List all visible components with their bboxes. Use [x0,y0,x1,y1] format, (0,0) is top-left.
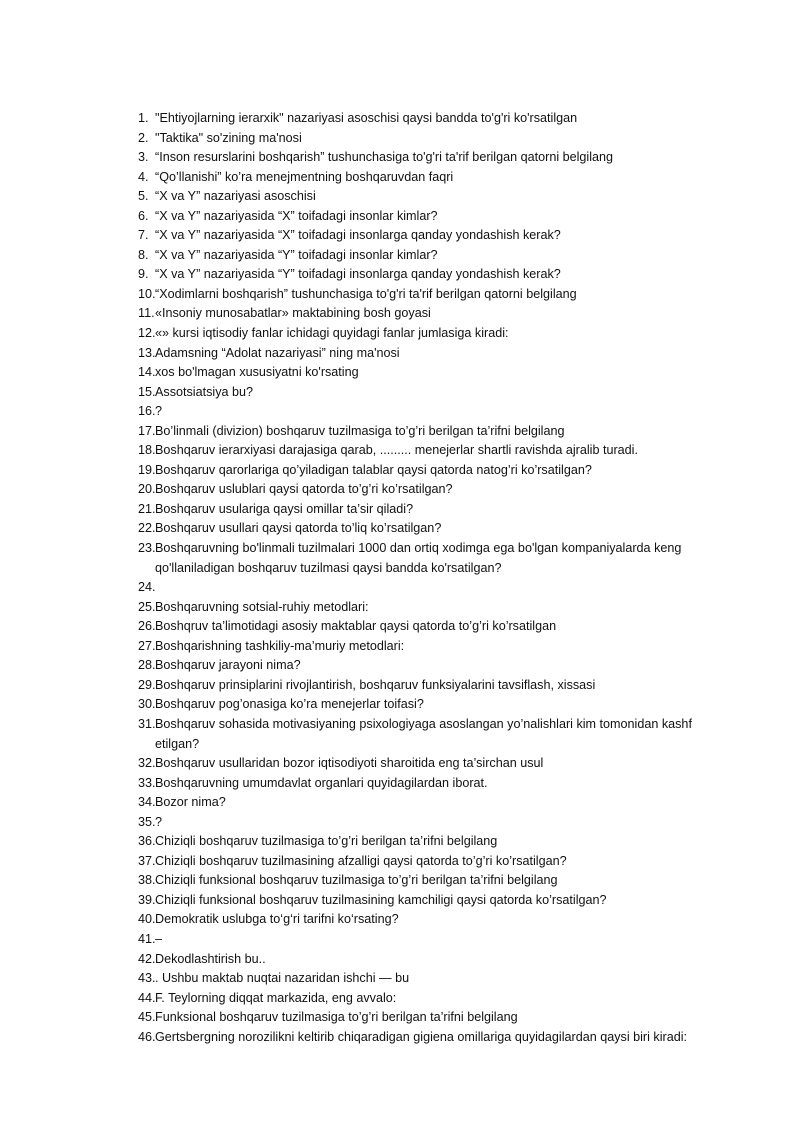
question-item [0,285,800,305]
question-number: 40. [138,912,156,927]
question-text: Boshqaruvning sotsial-ruhiy metodlari: [155,599,369,614]
question-item [0,461,800,481]
question-item [0,422,800,442]
question-number: 27. [138,638,156,653]
question-item [0,109,800,129]
question-text: “Inson resurslarini boshqarish” tushunchasiga to'g'ri ta'rif berilgan qatorni belgilang [155,150,614,165]
question-item [0,500,800,520]
question-text: Boshqaruvning umumdavlat organlari quyidagilardan iborat. [155,775,488,790]
question-text: Gertsbergning norozilikni keltirib chiqaradigan gigiena omillariga quyidagilardan qaysi biri kiradi: [155,1029,688,1044]
question-number: 7. [138,228,149,243]
question-item [0,1028,800,1048]
question-number: 35. [138,814,156,829]
question-item [0,480,800,500]
question-number: 10. [138,286,156,301]
question-number: 31. [138,716,156,731]
question-number: 37. [138,853,156,868]
question-item [0,324,800,344]
question-text: Boshqaruv ierarxiyasi darajasiga qarab, ......... menejerlar shartli ravishda ajralib turadi. [155,443,638,458]
question-number: 34. [138,795,156,810]
question-number: 36. [138,834,156,849]
question-number: 9. [138,267,149,282]
question-number: 8. [138,247,149,262]
question-number: 42. [138,951,156,966]
question-item [0,930,800,950]
question-item [0,637,800,657]
question-number: 18. [138,443,156,458]
question-item [0,226,800,246]
question-item [0,813,800,833]
question-item [0,383,800,403]
question-text: – [155,931,163,946]
question-item [0,695,800,715]
question-text: . Ushbu maktab nuqtai nazaridan ishchi — bu [155,971,410,986]
question-text: “Qo’llanishi” ko’ra menejmentning boshqaruvdan faqri [155,169,454,184]
question-item [0,168,800,188]
question-text: «» kursi iqtisodiy fanlar ichidagi quyidagi fanlar jumlasiga kiradi: [155,326,509,341]
question-number: 3. [138,150,149,165]
question-text: “X va Y” nazariyasida “X” toifadagi insonlarga qanday yondashish kerak? [155,228,561,243]
question-item [0,969,800,989]
question-number: 46. [138,1029,156,1044]
question-number: 6. [138,208,149,223]
question-number: 43. [138,971,156,986]
question-item [0,617,800,637]
question-number: 16. [138,404,156,419]
question-item [0,578,800,598]
question-text: “X va Y” nazariyasida “Y” toifadagi insonlar kimlar? [155,247,438,262]
question-text: Adamsning “Adolat nazariyasi” ning ma'nosi [155,345,400,360]
question-item [0,598,800,618]
question-number: 19. [138,462,156,477]
question-text: Bo’linmali (divizion) boshqaruv tuzilmasiga to’g’ri berilgan ta’rifni belgilang [155,423,565,438]
question-number: 26. [138,619,156,634]
question-number: 22. [138,521,156,536]
question-item [0,989,800,1009]
question-item [0,774,800,794]
question-number: 4. [138,169,149,184]
question-item [0,676,800,696]
question-text: “X va Y” nazariyasi asoschisi [155,189,316,204]
question-number: 14. [138,365,156,380]
question-text: ? [155,814,163,829]
question-text: Chiziqli funksional boshqaruv tuzilmasining kamchiligi qaysi qatorda ko’rsatilgan? [155,892,607,907]
question-item [0,246,800,266]
question-text: F. Teylorning diqqat markazida, eng avvalo: [155,990,397,1005]
question-number: 13. [138,345,156,360]
question-text: "Taktika" so'zining ma'nosi [155,130,302,145]
question-item [0,129,800,149]
question-number: 2. [138,130,149,145]
question-text: Demokratik uslubga to‘g‘ri tarifni ko‘rsating? [155,912,399,927]
question-item [0,148,800,168]
question-text: Boshqarishning tashkiliy-ma’muriy metodlari: [155,638,405,653]
question-list [0,109,800,1047]
question-number: 17. [138,423,156,438]
question-item [0,1008,800,1028]
question-item [0,539,800,578]
question-text: Boshqaruv usulariga qaysi omillar ta’sir qiladi? [155,501,414,516]
question-text: xos bo'lmagan xususiyatni ko'rsating [155,365,359,380]
question-text: Dekodlashtirish bu.. [155,951,266,966]
question-text: Boshqaruv jarayoni nima? [155,658,301,673]
question-text: Funksional boshqaruv tuzilmasiga to’g’ri berilgan ta’rifni belgilang [155,1010,518,1025]
question-item [0,304,800,324]
question-text: Bozor nima? [155,795,226,810]
question-number: 33. [138,775,156,790]
question-item [0,754,800,774]
question-text: Boshqaruv pog’onasiga ko’ra menejerlar toifasi? [155,697,424,712]
question-number: 5. [138,189,149,204]
question-item [0,344,800,364]
question-text: Chiziqli funksional boshqaruv tuzilmasiga to’g’ri berilgan ta’rifni belgilang [155,873,558,888]
question-number: 45. [138,1010,156,1025]
question-number: 29. [138,677,156,692]
question-text: Boshqaruvning bo'linmali tuzilmalari 1000 dan ortiq xodimga ega bo'lgan kompaniyalarda keng qo'llaniladigan boshqaruv tuzilmasi qaysi bandda ko'rsatilgan? [155,541,682,575]
question-item [0,891,800,911]
question-text: Boshqaruv uslublari qaysi qatorda to’g’ri ko’rsatilgan? [155,482,453,497]
question-number: 23. [138,541,156,556]
question-text: “X va Y” nazariyasida “X” toifadagi insonlar kimlar? [155,208,438,223]
question-item [0,441,800,461]
question-item [0,656,800,676]
question-number: 21. [138,501,156,516]
question-number: 12. [138,326,156,341]
question-number: 44. [138,990,156,1005]
question-number: 41. [138,931,156,946]
question-item [0,207,800,227]
question-number: 39. [138,892,156,907]
question-item [0,715,800,754]
question-number: 38. [138,873,156,888]
question-item [0,950,800,970]
question-number: 32. [138,756,156,771]
question-item [0,871,800,891]
question-text: “Xodimlarni boshqarish” tushunchasiga to'g'ri ta'rif berilgan qatorni belgilang [155,286,577,301]
question-text: Boshqaruv usullari qaysi qatorda to’liq ko’rsatilgan? [155,521,442,536]
question-item [0,519,800,539]
question-text: Assotsiatsiya bu? [155,384,254,399]
question-text: Boshqaruv usullaridan bozor iqtisodiyoti sharoitida eng ta’sirchan usul [155,756,544,771]
question-text: Boshqaruv sohasida motivasiyaning psixologiyaga asoslangan yo’nalishlari kim tomonidan kashf etilgan? [155,716,692,751]
question-item [0,793,800,813]
question-text: Chiziqli boshqaruv tuzilmasiga to’g’ri berilgan ta’rifni belgilang [155,834,498,849]
question-text: Boshqaruv prinsiplarini rivojlantirish, boshqaruv funksiyalarini tavsiflash, xissasi [155,677,596,692]
question-text: Boshqaruv qarorlariga qo’yiladigan talablar qaysi qatorda natog’ri ko’rsatilgan? [155,462,592,477]
question-text: ? [155,404,163,419]
question-number: 30. [138,697,156,712]
question-item [0,402,800,422]
question-text: «Insoniy munosabatlar» maktabining bosh goyasi [155,306,431,321]
question-item [0,265,800,285]
question-item [0,187,800,207]
question-number: 25. [138,599,156,614]
question-number: 24. [138,580,156,595]
question-item [0,852,800,872]
question-text: Boshqruv ta’limotidagi asosiy maktablar qaysi qatorda to’g’ri ko’rsatilgan [155,619,557,634]
question-number: 1. [138,111,149,125]
question-text: "Ehtiyojlarning ierarxik" nazariyasi asoschisi qaysi bandda to'g'ri ko'rsatilgan [155,111,578,125]
question-number: 20. [138,482,156,497]
question-item [0,832,800,852]
question-item [0,910,800,930]
question-item [0,363,800,383]
question-text: Chiziqli boshqaruv tuzilmasining afzalligi qaysi qatorda to’g’ri ko’rsatilgan? [155,853,567,868]
question-number: 28. [138,658,156,673]
question-number: 15. [138,384,156,399]
question-text: “X va Y” nazariyasida “Y” toifadagi insonlarga qanday yondashish kerak? [155,267,561,282]
question-number: 11. [138,306,155,321]
